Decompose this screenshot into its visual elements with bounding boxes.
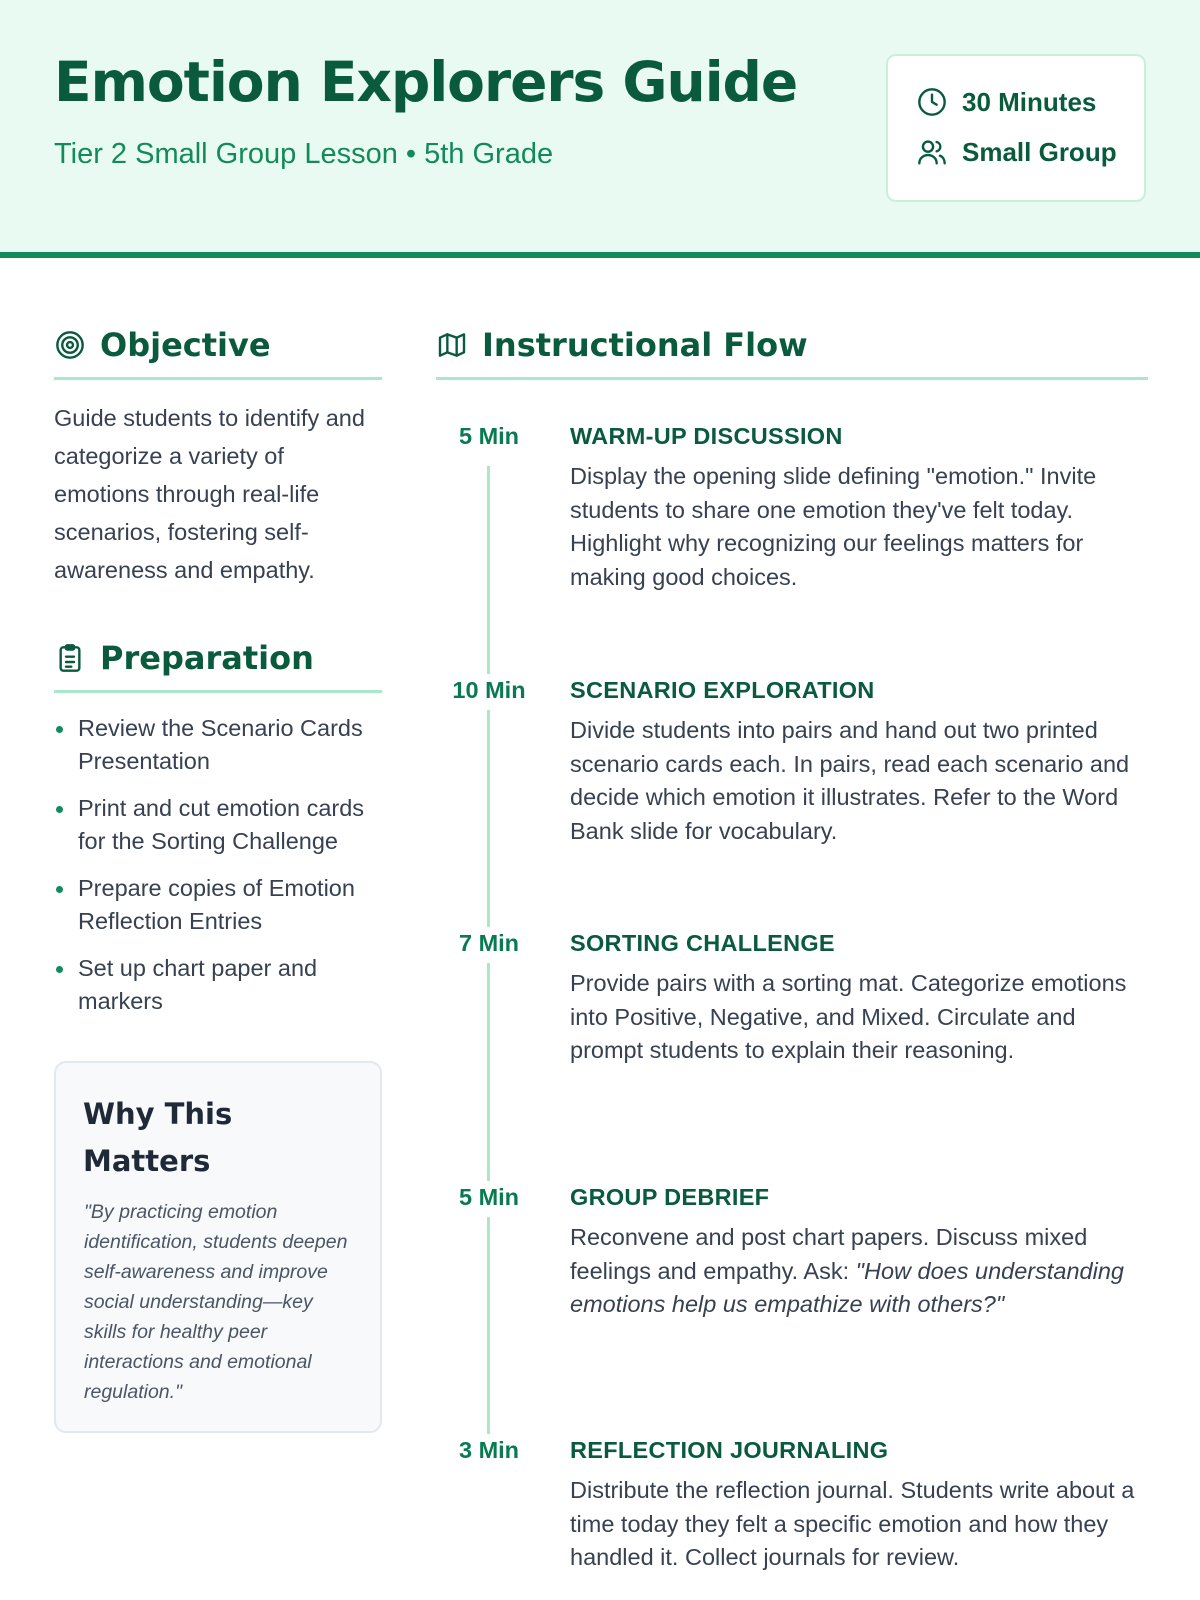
step-title: SCENARIO EXPLORATION [570, 677, 875, 703]
step-time: 7 Min [436, 927, 542, 963]
list-item: Prepare copies of Emotion Reflection Entries [54, 872, 389, 938]
preparation-title: Preparation [100, 638, 314, 677]
map-icon [436, 329, 468, 361]
users-icon [916, 136, 948, 168]
objective-heading [54, 312, 382, 380]
preparation-heading [54, 625, 382, 693]
instructional-flow-heading [436, 312, 1148, 380]
step-description: Distribute the reflection journal. Students write about a time today they felt a specific emotion and how they handled it. Collect journals for review. [570, 1477, 1135, 1570]
step-description: Display the opening slide defining "emotion." Invite students to share one emotion they've felt today. Highlight why recognizing our feelings matters for making good choices. [570, 463, 1097, 590]
step-title: SORTING CHALLENGE [570, 930, 835, 956]
clock-icon [916, 86, 948, 118]
page-subtitle: Tier 2 Small Group Lesson • 5th Grade [54, 138, 554, 170]
why-this-matters-card [54, 1061, 382, 1433]
why-title: Why This Matters [83, 1097, 233, 1178]
instructional-flow-title: Instructional Flow [482, 325, 808, 364]
debrief-question: "How does understanding emotions help us empathize with others?" [570, 1257, 1124, 1317]
step-description: Divide students into pairs and hand out two printed scenario cards each. In pairs, read each scenario and decide which emotion it illustrates. Refer to the Word Bank slide for vocabulary. [570, 717, 1130, 844]
header-banner [0, 0, 1200, 258]
meta-format [916, 136, 1117, 168]
objective-title: Objective [100, 325, 271, 364]
why-quote: "By practicing emotion identification, students deepen self-awareness and improve social understanding—key skills for healthy peer interactions and emotional regulation." [84, 1201, 348, 1403]
duration-label: 30 Minutes [962, 86, 1097, 117]
list-item: Set up chart paper and markers [54, 952, 389, 1018]
list-item: Print and cut emotion cards for the Sorting Challenge [54, 792, 389, 858]
step-title: REFLECTION JOURNALING [570, 1437, 889, 1463]
format-label: Small Group [962, 136, 1117, 167]
step-title: GROUP DEBRIEF [570, 1184, 770, 1210]
step-description: Provide pairs with a sorting mat. Categorize emotions into Positive, Negative, and Mixed. Circulate and prompt students to explain their reasoning. [570, 970, 1127, 1063]
step-time: 10 Min [436, 674, 542, 710]
step-description-text: Reconvene and post chart papers. Discuss mixed feelings and empathy. Ask: [570, 1224, 1088, 1284]
clipboard-icon [54, 642, 86, 674]
lesson-meta-box [886, 54, 1146, 202]
step-title: WARM-UP DISCUSSION [570, 423, 843, 449]
meta-duration [916, 86, 1096, 118]
target-icon [54, 329, 86, 361]
preparation-list [54, 712, 389, 1032]
page-title: Emotion Explorers Guide [54, 50, 798, 114]
step-description [570, 1221, 1145, 1322]
step-time: 3 Min [436, 1434, 542, 1470]
objective-text: Guide students to identify and categorize a variety of emotions through real-life scenarios, fostering self-awareness and empathy. [54, 405, 365, 583]
list-item: Review the Scenario Cards Presentation [54, 712, 389, 778]
step-time: 5 Min [436, 1181, 542, 1217]
step-time: 5 Min [436, 420, 542, 456]
